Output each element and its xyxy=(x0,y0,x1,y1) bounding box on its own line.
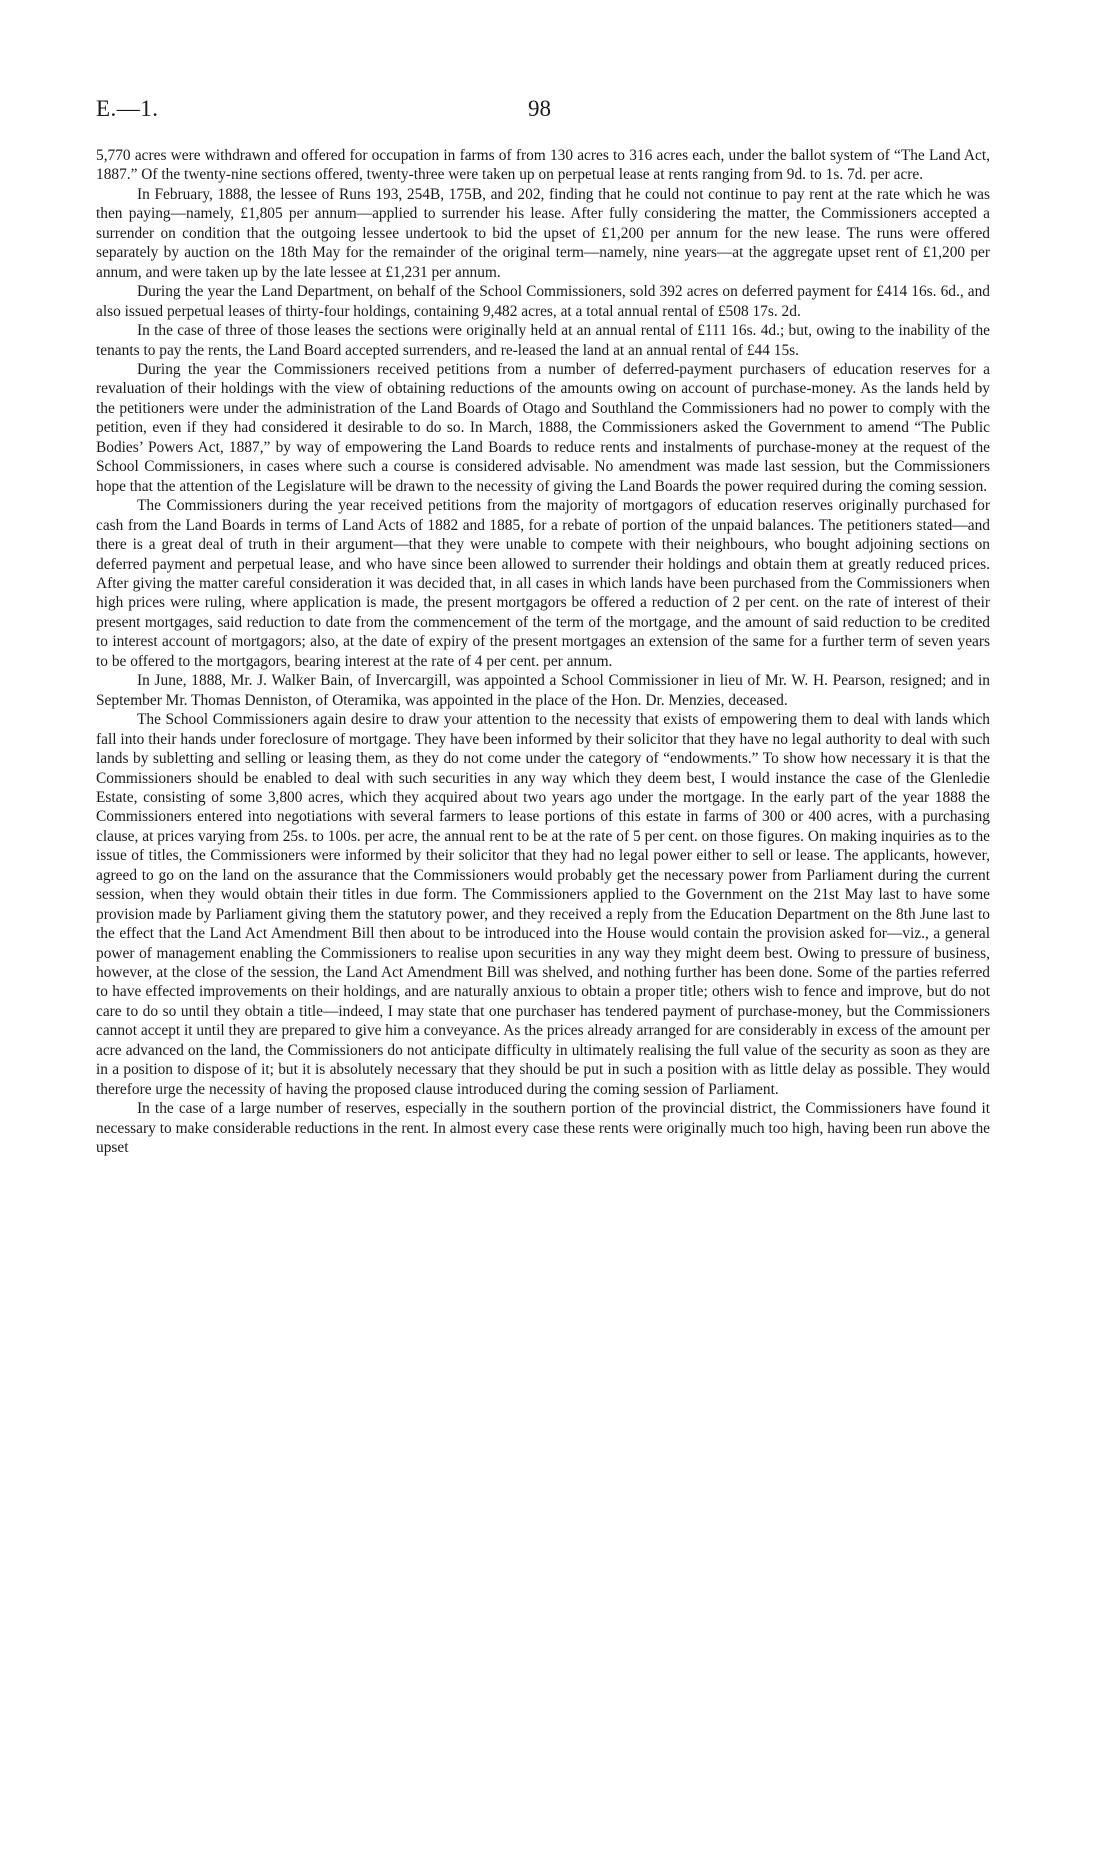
body-text xyxy=(96,146,990,1158)
paragraph-continuation: 5,770 acres were withdrawn and offered for occupation in farms of from 130 acres to 316 acres each, under the ballot system of “The Land Act, 1887.” Of the twenty-nine sections offered, twenty-three were taken up on perpetual lease at rents ranging from 9d. to 1s. 7d. per acre. xyxy=(96,147,990,184)
paragraph-foreclosure-powers: The School Commissioners again desire to draw your attention to the necessity that exists of empowering them to deal with lands which fall into their hands under foreclosure of mortgage. They have been informed by their solicitor that they have no legal authority to deal with such lands by subletting and selling or leasing them, as they do not come under the category of “endowments.” To show how necessary it is that the Commissioners should be enabled to deal with such securities in any way which they deem best, I would instance the case of the Glenledie Estate, consisting of some 3,800 acres, which they acquired about two years ago under the mortgage. In the early part of the year 1888 the Commissioners entered into negotiations with several farmers to lease portions of this estate in farms of 300 or 400 acres, with a purchasing clause, at prices varying from 25s. to 100s. per acre, the annual rent to be at the rate of 5 per cent. on those figures. On making inquiries as to the issue of titles, the Commissioners were informed by their solicitor that they had no legal power either to sell or lease. The applicants, however, agreed to go on the land on the assurance that the Commissioners would probably get the necessary power from Parliament during the current session, when they would obtain their titles in due form. The Commissioners applied to the Government on the 21st May last to have some provision made by Parliament giving them the statutory power, and they received a reply from the Education Department on the 8th June last to the effect that the Land Act Amendment Bill then about to be introduced into the House would contain the provision asked for—viz., a general power of management enabling the Commissioners to realise upon securities in any way they might deem best. Owing to pressure of business, however, at the close of the session, the Land Act Amendment Bill was shelved, and nothing further has been done. Some of the parties referred to have effected improvements on their holdings, and are naturally anxious to obtain a proper title; others wish to fence and improve, but do not care to do so until they obtain a title—indeed, I may state that one purchaser has tendered payment of purchase-money, but the Commissioners cannot accept it until they are prepared to give him a conveyance. As the prices already arranged for are considerably in excess of the amount per acre advanced on the land, the Commissioners do not anticipate difficulty in ultimately realising the full value of the security as soon as they are in a position to dispose of it; but it is absolutely necessary that they should be put in such a position with as little delay as possible. They would therefore urge the necessity of having the proposed clause introduced during the coming session of Parliament. xyxy=(96,711,990,1098)
paragraph-mortgagor-petitions: The Commissioners during the year received petitions from the majority of mortgagors of education reserves originally purchased for cash from the Land Boards in terms of Land Acts of 1882 and 1885, for a rebate of portion of the unpaid balances. The petitioners stated—and there is a great deal of truth in their argument—that they were unable to compete with their neighbours, who bought adjoining sections on deferred payment and perpetual lease, and who have since been allowed to surrender their holdings and obtain them at greatly reduced prices. After giving the matter careful consideration it was decided that, in all cases in which lands have been purchased from the Commissioners when high prices were ruling, where application is made, the present mortgagors be offered a reduction of 2 per cent. on the rate of interest of their present mortgages, said reduction to date from the commencement of the term of the mortgage, and the amount of said reduction to be credited to interest account of mortgagors; also, at the date of expiry of the present mortgages an extension of the same for a further term of seven years to be offered to the mortgagors, bearing interest at the rate of 4 per cent. per annum. xyxy=(96,497,990,670)
page-header xyxy=(96,96,996,130)
page-number: 98 xyxy=(528,96,551,121)
paragraph-rent-reductions: In the case of a large number of reserves, especially in the southern portion of the provincial district, the Commissioners have found it necessary to make considerable reductions in the rent. In almost every case these rents were originally much too high, having been run above the upset xyxy=(96,1100,990,1157)
paragraph-runs-surrender: In February, 1888, the lessee of Runs 193, 254B, 175B, and 202, finding that he could not continue to pay rent at the rate which he was then paying—namely, £1,805 per annum—applied to surrender his lease. After fully considering the matter, the Commissioners accepted a surrender on condition that the outgoing lessee undertook to bid the upset of £1,200 per annum for the new lease. The runs were offered separately by auction on the 18th May for the remainder of the original term—namely, nine years—at the aggregate upset rent of £1,200 per annum, and were taken up by the late lessee at £1,231 per annum. xyxy=(96,185,990,281)
paragraph-deferred-payment-petitions: During the year the Commissioners received petitions from a number of deferred-payment purchasers of education reserves for a revaluation of their holdings with the view of obtaining reductions of the amounts owing on account of purchase-money. As the lands held by the petitioners were under the administration of the Land Boards of Otago and Southland the Commissioners had no power to comply with the petition, even if they had considered it desirable to do so. In March, 1888, the Commissioners asked the Government to amend “The Public Bodies’ Powers Act, 1887,” by way of empowering the Land Boards to reduce rents and instalments of purchase-money at the request of the School Commissioners, in cases where such a course is considered advisable. No amendment was made last session, but the Commissioners hope that the attention of the Legislature will be drawn to the necessity of giving the Land Boards the power required during the coming session. xyxy=(96,360,990,495)
paragraph-land-sales: During the year the Land Department, on behalf of the School Commissioners, sold 392 acres on deferred payment for £414 16s. 6d., and also issued perpetual leases of thirty-four holdings, containing 9,482 acres, at a total annual rental of £508 17s. 2d. xyxy=(96,283,990,320)
paragraph-leases-reduced: In the case of three of those leases the sections were originally held at an annual rental of £111 16s. 4d.; but, owing to the inability of the tenants to pay the rents, the Land Board accepted surrenders, and re-leased the land at an annual rental of £44 15s. xyxy=(96,322,990,359)
paragraph-appointments: In June, 1888, Mr. J. Walker Bain, of Invercargill, was appointed a School Commissioner in lieu of Mr. W. H. Pearson, resigned; and in September Mr. Thomas Denniston, of Oteramika, was appointed in the place of the Hon. Dr. Menzies, deceased. xyxy=(96,672,990,709)
document-reference: E.—1. xyxy=(96,96,159,121)
